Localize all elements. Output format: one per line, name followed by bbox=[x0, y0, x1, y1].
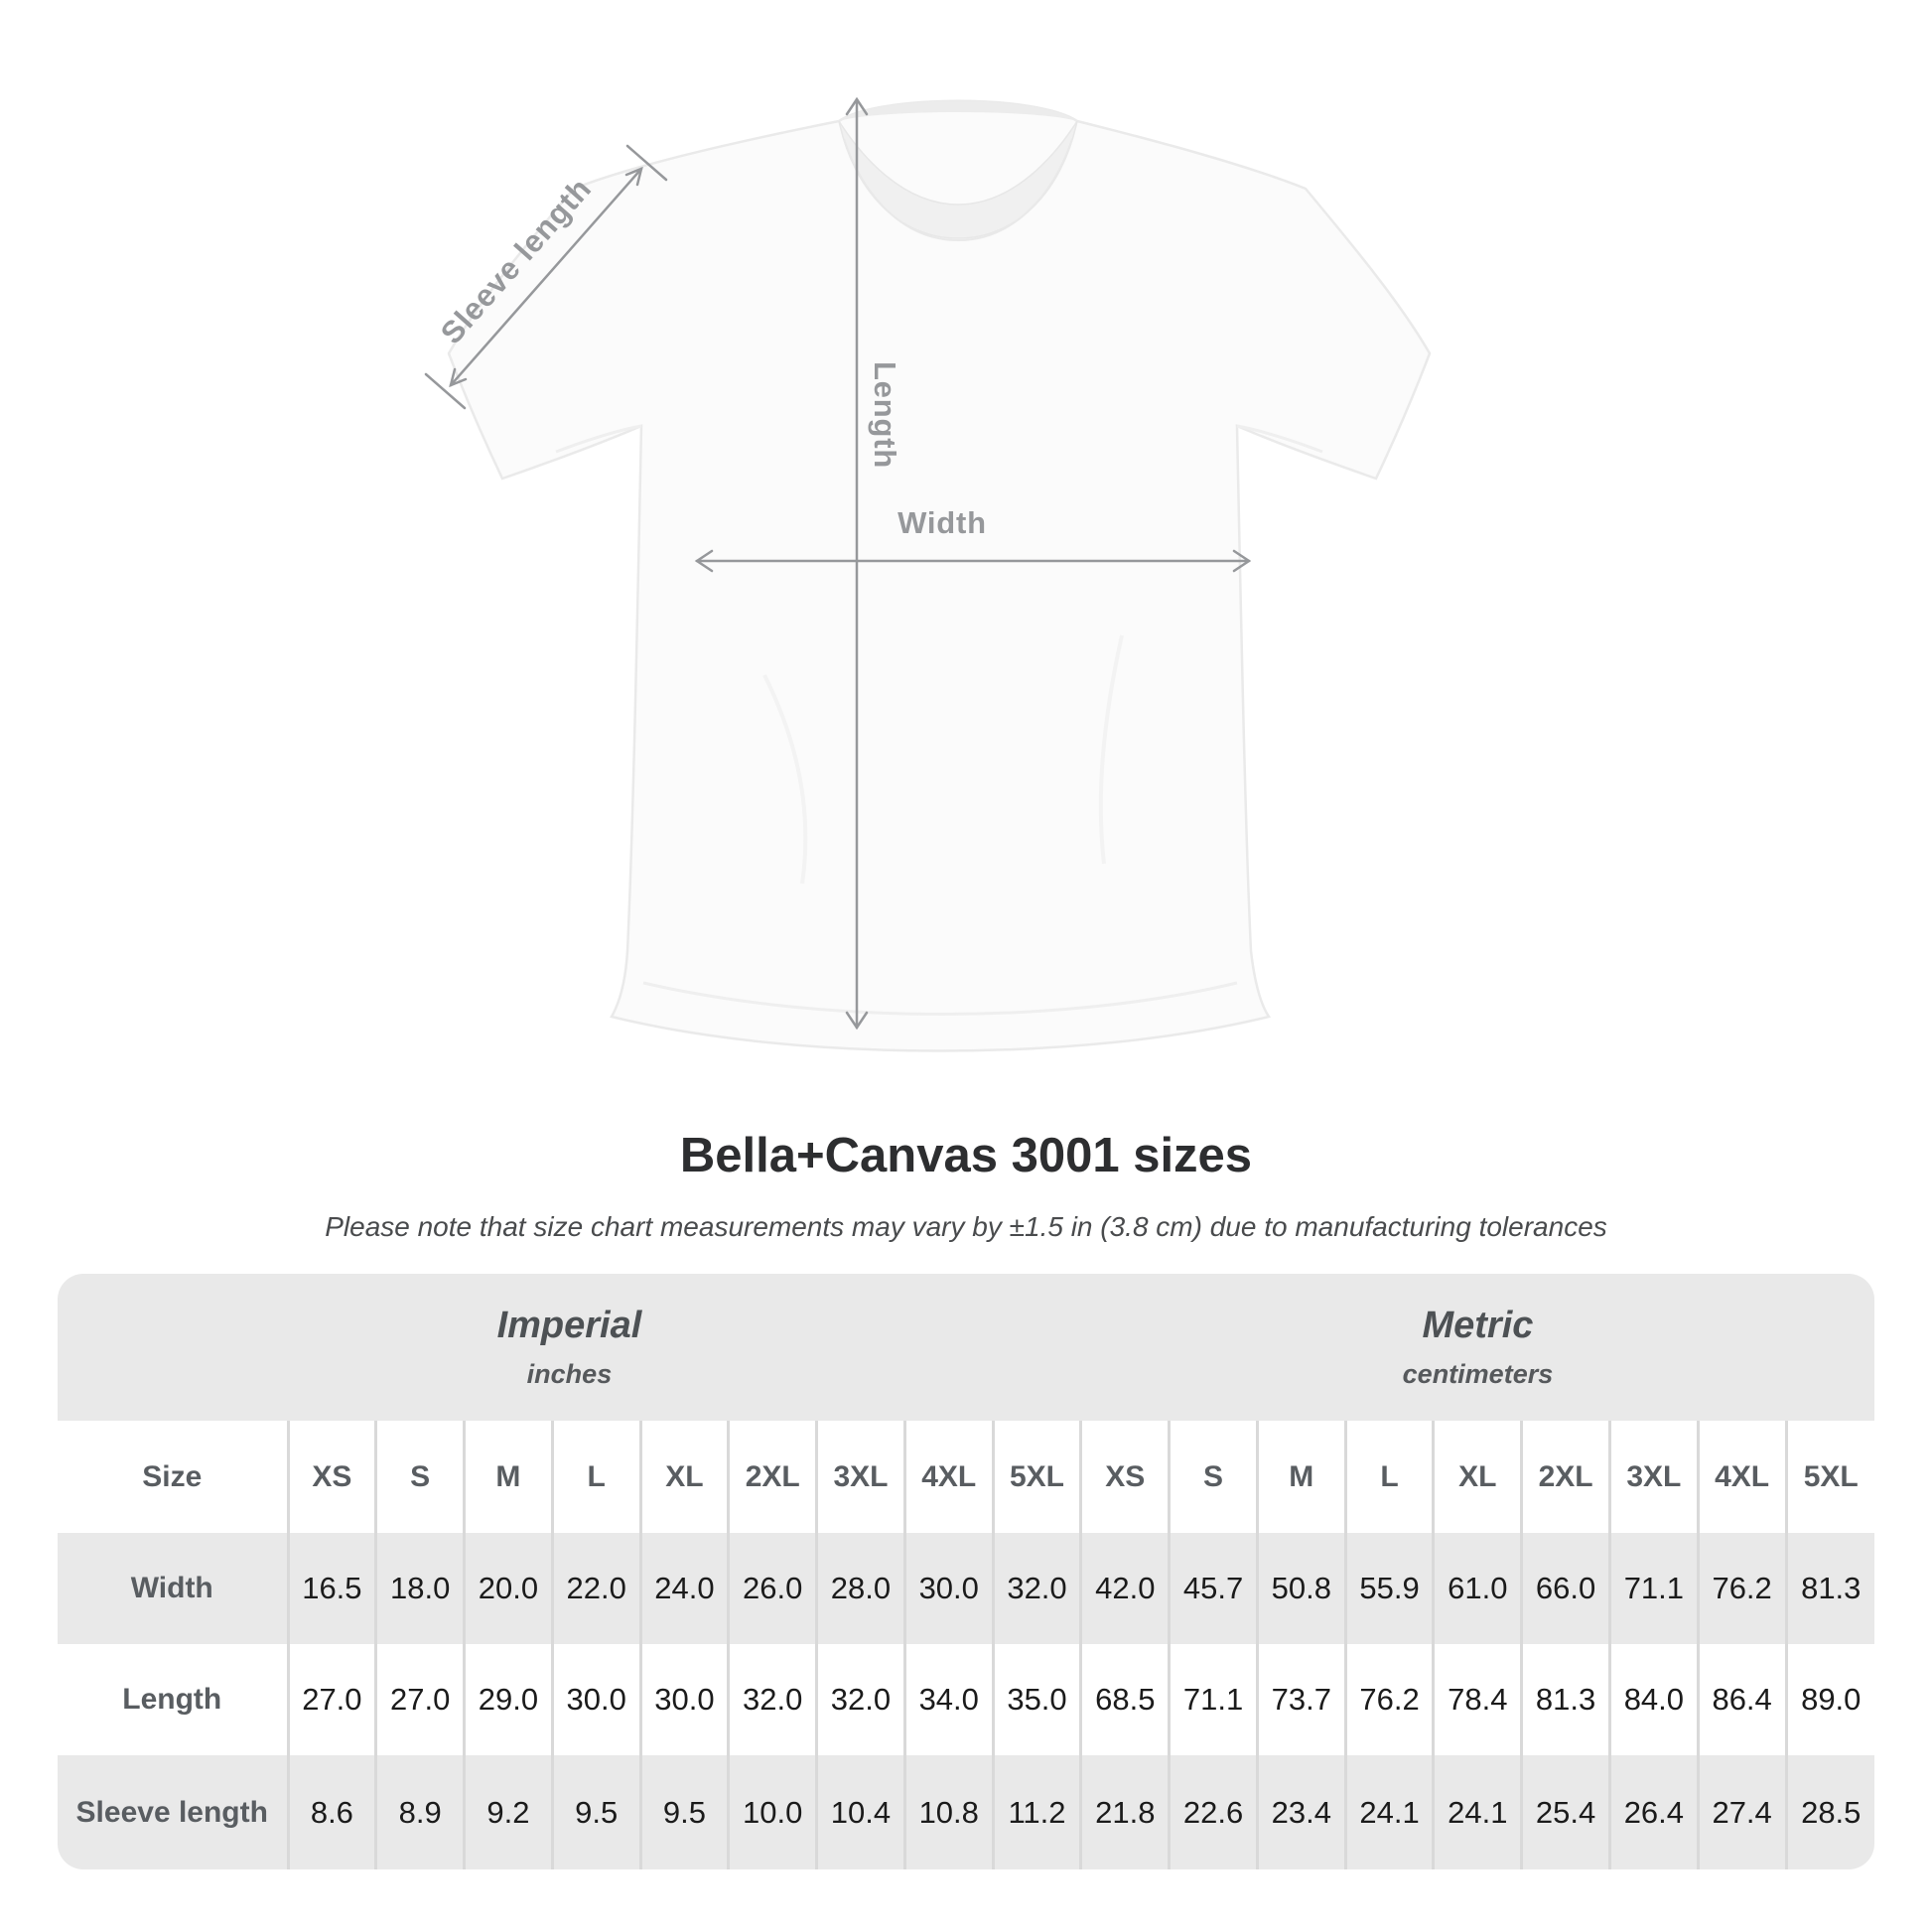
tolerance-note: Please note that size chart measurements may vary by ±1.5 in (3.8 cm) due to manufacturing tolerances bbox=[325, 1211, 1607, 1242]
value-cell: 21.8 bbox=[1081, 1755, 1170, 1869]
size-header-cell: 2XL bbox=[1522, 1421, 1610, 1533]
value-cell: 30.0 bbox=[640, 1644, 729, 1755]
value-cell: 25.4 bbox=[1522, 1755, 1610, 1869]
size-header-cell: 4XL bbox=[904, 1421, 993, 1533]
size-header-cell: 3XL bbox=[1609, 1421, 1698, 1533]
value-cell: 89.0 bbox=[1786, 1644, 1874, 1755]
value-cell: 20.0 bbox=[465, 1533, 553, 1644]
value-cell: 35.0 bbox=[993, 1644, 1081, 1755]
value-cell: 10.8 bbox=[904, 1755, 993, 1869]
imperial-label: Imperial bbox=[496, 1305, 642, 1346]
width-annotation-label: Width bbox=[897, 505, 987, 540]
value-cell: 27.0 bbox=[288, 1644, 376, 1755]
value-cell: 68.5 bbox=[1081, 1644, 1170, 1755]
value-cell: 84.0 bbox=[1609, 1644, 1698, 1755]
size-header-cell: S bbox=[1170, 1421, 1258, 1533]
value-cell: 71.1 bbox=[1609, 1533, 1698, 1644]
value-cell: 50.8 bbox=[1257, 1533, 1345, 1644]
table-row-length bbox=[58, 1644, 1874, 1755]
tshirt-body bbox=[449, 101, 1430, 1051]
value-cell: 8.6 bbox=[288, 1755, 376, 1869]
table-row-width bbox=[58, 1533, 1874, 1644]
value-cell: 76.2 bbox=[1698, 1533, 1786, 1644]
imperial-unit: inches bbox=[526, 1359, 613, 1389]
value-cell: 28.5 bbox=[1786, 1755, 1874, 1869]
size-header-cell: L bbox=[552, 1421, 640, 1533]
size-table bbox=[58, 1274, 1874, 1869]
row-label: Width bbox=[58, 1533, 288, 1644]
value-cell: 55.9 bbox=[1345, 1533, 1434, 1644]
value-cell: 18.0 bbox=[376, 1533, 465, 1644]
size-corner-header: Size bbox=[58, 1421, 288, 1533]
value-cell: 27.0 bbox=[376, 1644, 465, 1755]
size-header-cell: 2XL bbox=[729, 1421, 817, 1533]
size-header-cell: XL bbox=[1434, 1421, 1522, 1533]
value-cell: 73.7 bbox=[1257, 1644, 1345, 1755]
row-label: Length bbox=[58, 1644, 288, 1755]
size-header-row bbox=[58, 1421, 1874, 1533]
value-cell: 29.0 bbox=[465, 1644, 553, 1755]
value-cell: 30.0 bbox=[904, 1533, 993, 1644]
size-header-cell: S bbox=[376, 1421, 465, 1533]
imperial-section-header bbox=[58, 1274, 1081, 1421]
value-cell: 32.0 bbox=[817, 1644, 905, 1755]
value-cell: 22.6 bbox=[1170, 1755, 1258, 1869]
value-cell: 81.3 bbox=[1786, 1533, 1874, 1644]
value-cell: 32.0 bbox=[993, 1533, 1081, 1644]
size-header-cell: M bbox=[1257, 1421, 1345, 1533]
size-header-cell: 5XL bbox=[993, 1421, 1081, 1533]
value-cell: 24.1 bbox=[1345, 1755, 1434, 1869]
size-header-cell: 4XL bbox=[1698, 1421, 1786, 1533]
value-cell: 10.4 bbox=[817, 1755, 905, 1869]
value-cell: 24.1 bbox=[1434, 1755, 1522, 1869]
value-cell: 9.5 bbox=[552, 1755, 640, 1869]
value-cell: 30.0 bbox=[552, 1644, 640, 1755]
value-cell: 61.0 bbox=[1434, 1533, 1522, 1644]
length-annotation-label: Length bbox=[868, 360, 902, 470]
value-cell: 8.9 bbox=[376, 1755, 465, 1869]
sleeve-length-annotation-label: Sleeve length bbox=[433, 171, 599, 350]
value-cell: 27.4 bbox=[1698, 1755, 1786, 1869]
size-header-cell: XS bbox=[1081, 1421, 1170, 1533]
value-cell: 11.2 bbox=[993, 1755, 1081, 1869]
value-cell: 22.0 bbox=[552, 1533, 640, 1644]
value-cell: 76.2 bbox=[1345, 1644, 1434, 1755]
value-cell: 86.4 bbox=[1698, 1644, 1786, 1755]
value-cell: 45.7 bbox=[1170, 1533, 1258, 1644]
value-cell: 24.0 bbox=[640, 1533, 729, 1644]
page-title: Bella+Canvas 3001 sizes bbox=[679, 1129, 1253, 1182]
value-cell: 34.0 bbox=[904, 1644, 993, 1755]
value-cell: 66.0 bbox=[1522, 1533, 1610, 1644]
value-cell: 81.3 bbox=[1522, 1644, 1610, 1755]
value-cell: 28.0 bbox=[817, 1533, 905, 1644]
size-chart-table bbox=[58, 1274, 1874, 1869]
size-header-cell: 3XL bbox=[817, 1421, 905, 1533]
value-cell: 71.1 bbox=[1170, 1644, 1258, 1755]
table-row-sleeve-length bbox=[58, 1755, 1874, 1869]
value-cell: 26.0 bbox=[729, 1533, 817, 1644]
value-cell: 32.0 bbox=[729, 1644, 817, 1755]
value-cell: 23.4 bbox=[1257, 1755, 1345, 1869]
value-cell: 10.0 bbox=[729, 1755, 817, 1869]
value-cell: 9.2 bbox=[465, 1755, 553, 1869]
size-header-cell: L bbox=[1345, 1421, 1434, 1533]
value-cell: 78.4 bbox=[1434, 1644, 1522, 1755]
metric-section-header bbox=[1081, 1274, 1874, 1421]
size-header-cell: XS bbox=[288, 1421, 376, 1533]
value-cell: 9.5 bbox=[640, 1755, 729, 1869]
metric-unit: centimeters bbox=[1402, 1359, 1554, 1389]
size-header-cell: M bbox=[465, 1421, 553, 1533]
size-header-cell: 5XL bbox=[1786, 1421, 1874, 1533]
value-cell: 42.0 bbox=[1081, 1533, 1170, 1644]
value-cell: 16.5 bbox=[288, 1533, 376, 1644]
metric-label: Metric bbox=[1422, 1305, 1534, 1346]
size-header-cell: XL bbox=[640, 1421, 729, 1533]
value-cell: 26.4 bbox=[1609, 1755, 1698, 1869]
unit-band-row bbox=[58, 1274, 1874, 1421]
row-label: Sleeve length bbox=[58, 1755, 288, 1869]
